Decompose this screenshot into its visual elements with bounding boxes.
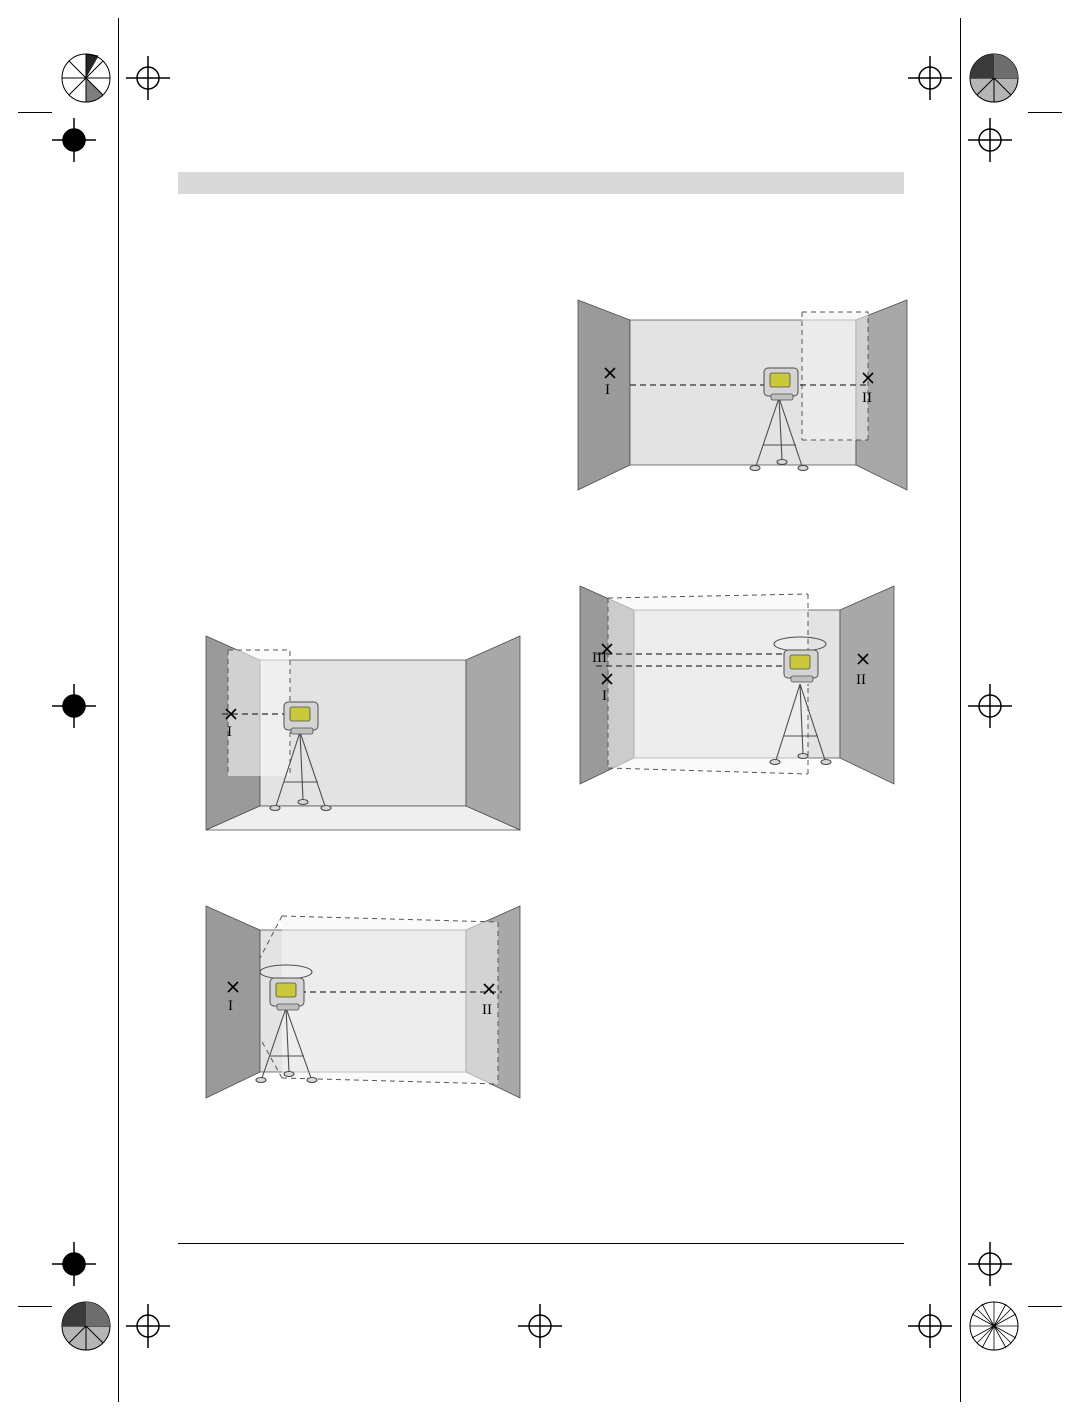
footer-rule [178,1243,904,1244]
registration-right-middle-icon [968,684,1012,728]
registration-left-lower-icon [52,1242,96,1286]
svg-text:I: I [602,688,607,704]
svg-text:I: I [605,382,610,398]
registration-bottom-center-icon [518,1304,562,1348]
dot-screen-top-right-icon [968,52,1020,104]
registration-top-right-icon [908,56,952,100]
dot-screen-bottom-left-icon [60,1300,112,1352]
registration-bottom-left-icon [126,1304,170,1348]
page-header-bar [178,172,904,194]
cut-mark-top-left-h [18,112,52,113]
svg-text:II: II [862,390,872,406]
registration-right-lower-icon [968,1242,1012,1286]
registration-left-middle-icon [52,684,96,728]
svg-text:I: I [227,724,232,740]
figure-rotary-laser-setup-c [572,578,902,798]
cut-mark-bottom-left-h [18,1306,52,1307]
trim-guide-left [118,18,119,1402]
registration-top-left-icon [126,56,170,100]
dot-screen-bottom-right-icon [968,1300,1020,1352]
cut-mark-top-right-h [1028,112,1062,113]
svg-text:II: II [856,672,866,688]
figure-rotary-laser-setup-a [570,290,915,500]
registration-bottom-right-icon [908,1304,952,1348]
cut-mark-bottom-right-h [1028,1306,1062,1307]
figure-rotary-laser-setup-d [198,898,528,1104]
figure-rotary-laser-setup-b [198,628,528,838]
svg-text:III: III [592,650,607,666]
svg-text:I: I [228,998,233,1014]
trim-guide-right [960,18,961,1402]
svg-text:II: II [482,1002,492,1018]
dot-screen-top-left-icon [60,52,112,104]
registration-left-upper-icon [52,118,96,162]
registration-right-upper-icon [968,118,1012,162]
